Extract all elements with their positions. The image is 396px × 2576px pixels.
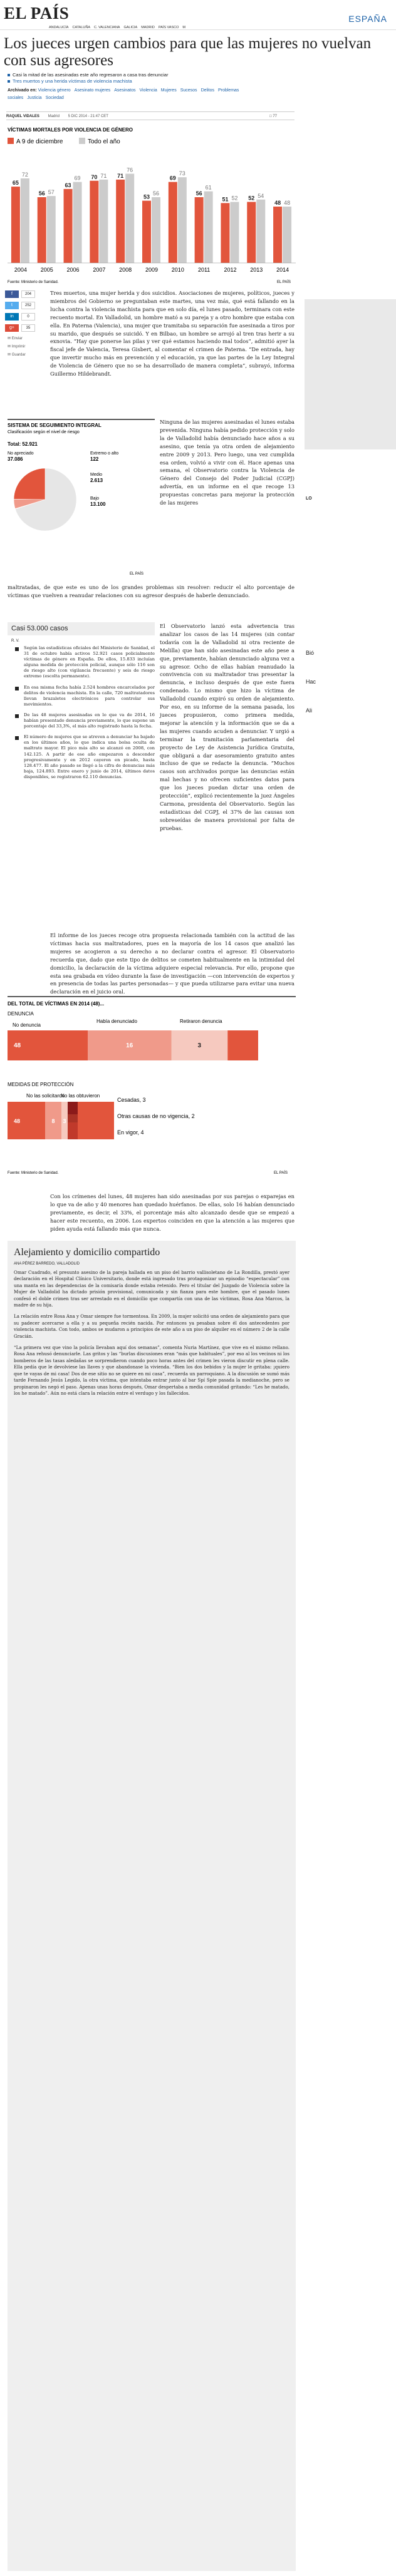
chart-title: VÍCTIMAS MORTALES POR VIOLENCIA DE GÉNERO [8,127,133,133]
bajo-value: 13.100 [90,501,106,507]
tag-link[interactable]: Violencia género [38,88,71,93]
region-link[interactable]: ANDALUCÍA [49,26,69,29]
paragraph-2b: maltratadas, de que este es uno de los grandes problemas sin resolver: reducir el alto porcentaje de víctimas que vuelven a reanudar relaciones con su agresor después de haberle denunciado. [8,584,294,598]
paragraph-5: Con los crímenes del lunes, 48 mujeres han sido asesinadas por sus parejas o exparejas en lo que va de año y 40 menores han quedado huérfanos. De ellas, solo 16 habían denunciado previamente, es decir, el 33%, el porcentaje más alto alcanzado desde que se empezó a hacer este recuento, en 2006. Los expertos coinciden en que la atención a las mujeres que piden ayuda está fallando más que nunca. [50,1193,294,1232]
bar-a-2009 [142,201,151,263]
tag-link[interactable]: Justicia [27,96,42,100]
en-vigor-label: En vigor, 4 [117,1129,144,1136]
bar-a-2006 [64,189,73,263]
share-column [5,290,43,357]
pie-total: Total: 52.921 [8,441,38,447]
bar-value-label: 70 [91,173,98,180]
bar-value-label: 51 [222,196,229,203]
alejamiento-box [8,1241,296,2571]
right-lo[interactable]: LO [306,496,312,501]
pie-credit: EL PAÍS [130,572,144,576]
tag-link[interactable]: Asesinato mujeres [74,88,111,93]
bar-b-2008 [125,174,134,264]
bar-a-2010 [169,182,177,263]
bar-value-label: 72 [21,172,28,178]
medidas-segment [68,1114,78,1122]
bar-b-2009 [152,197,160,263]
comments-count[interactable]: □ 77 [269,115,277,118]
tag-link[interactable]: Sociedad [45,96,64,100]
chart2-credit: EL PAÍS [274,1171,288,1175]
bar-b-2007 [99,180,108,263]
bar-value-label: 71 [117,172,124,179]
share-button[interactable] [5,324,43,332]
share-count: 35 [21,324,35,332]
medio-value: 2.613 [90,478,103,483]
bar-b-2004 [21,178,29,263]
medidas-value: 8 [51,1118,55,1124]
bar-value-label: 69 [74,175,81,182]
comments-number: 77 [273,115,277,118]
share-count: 252 [21,302,35,309]
tag-link[interactable]: Problemas sociales [8,88,239,100]
habia-label: Había denunciado [96,1019,137,1024]
medio-label: Medio [90,473,103,477]
pie-subtitle: Clasificación según el nivel de riesgo [8,430,80,434]
byline-bar [6,111,294,120]
x-tick-label: 2010 [171,267,184,273]
paragraph-2: Ninguna de las mujeres asesinadas el lunes estaba prevenida. Ninguna había pedido protección y solo la de Valladolid había denunciado hace años a su asesino, que tenía ya otra orden de alejamiento entre 2009 y 2013. Pero luego, una vez cumplida esa orden, volvió a vivir con él. Hace apenas una semana, el Observatorio contra la Violencia de Género del Consejo del Poder Judicial (CGPJ) advertía, en un informe en el que recoge 13 propuestas concretas para mejorar la protección de las mujeres [160,419,294,506]
bar-value-label: 48 [284,200,291,206]
share-link-label: Imprimir [11,345,26,349]
x-tick-label: 2013 [250,267,263,273]
share-button[interactable] [5,290,43,299]
tag-link[interactable]: Violencia [139,88,157,93]
site-logo[interactable]: EL PAÍS [4,4,70,23]
bar-b-2011 [204,192,213,263]
retiraron-label: Retiraron denuncia [180,1019,222,1024]
extremo-label: Extremo o alto [90,451,119,456]
pie-title: SISTEMA DE SEGUIMIENTO INTEGRAL [8,423,102,428]
otras-label: Otras causas de no vigencia, 2 [117,1113,195,1119]
extremo-value: 122 [90,456,99,462]
legend-a: A 9 de diciembre [16,138,63,145]
no-obt-label: No las obtuvieron [61,1093,100,1099]
box3-paragraph: Omar Cuadrado, el presunto asesino de la pareja hallada en un piso del barrio vallisoletano de La Rondilla, prestó ayer declaración en el Hospital Clínico Universitario, donde está ingresado tras protagonizar un episodio “espectacular” con una manta en las dependencias de la comisaría donde estaba retenido. Pero el titular del Juzgado de Violencia sobre la Mujer de Valladolid ha dictado prisión provisional, comunicada y sin fianza para este hombre, que el pasado lunes confesó el doble crimen tras ser arrestado en el domicilio que compartía con una de las víctimas, Rosa Ana Marcos, la madre de su hija. [14,1270,289,1308]
bar-a-2008 [116,180,125,263]
bar-a-2007 [90,181,98,263]
bar-value-label: 53 [143,193,150,200]
chart2-title: DEL TOTAL DE VÍCTIMAS EN 2014 (48)... [8,1001,105,1007]
bar-value-label: 57 [48,189,55,196]
share-link-icon: ✉ [8,337,12,341]
tag-link[interactable]: Delitos [201,88,214,93]
bar-value-label: 56 [38,190,45,197]
legend-swatch-b [79,138,85,144]
sidebox-title: Casi 53.000 casos [8,622,155,635]
sidebox-item: Según las estadísticas oficiales del Ministerio de Sanidad, el 31 de octubre había activos 52.921 casos policialmente víctimas de género en España. De ellos, 15.833 incluían alguna medida de protección policial, aunque sólo 116 son de riesgo alto (con vigilancia frecuente) y seis de riesgo extremo (escolta permanente). [11,645,155,680]
cases-sidebox [8,622,155,910]
share-icon: g+ [5,324,19,332]
x-tick-label: 2006 [66,267,80,273]
bar-value-label: 76 [127,167,133,173]
share-icon: in [5,313,19,321]
box3-author: ANA PÉREZ BARREDO, VALLADOLID [14,1262,80,1266]
share-link-label: Enviar [11,337,23,341]
headline-bullet: Casi la mitad de las asesinadas este año regresaron a casa tras denunciar [8,72,358,78]
no-denuncia-label: No denuncia [13,1022,41,1028]
legend-b: Todo el año [88,138,120,145]
bar-b-2010 [178,177,187,263]
share-icon: t [5,302,19,309]
tags-line [8,87,277,102]
medidas-segment [68,1122,78,1139]
pie-slice-bajo [14,468,45,500]
chart-credit: EL PAÍS [277,280,291,284]
share-link[interactable] [8,352,43,357]
share-count: 204 [21,290,35,298]
bar-b-2012 [230,202,239,264]
tag-link[interactable]: Sucesos [180,88,197,93]
bar-a-2014 [273,207,282,263]
denuncia-value: 3 [197,1042,202,1049]
share-link[interactable] [8,336,43,341]
region-link[interactable]: CATALUÑA [72,26,91,29]
share-count: 0 [21,313,35,321]
right-item-2[interactable]: Hac [306,679,316,685]
bar-value-label: 56 [152,190,160,197]
sidebox-item: En esa misma fecha había 2.524 hombres encarcelados por delitos de violencia machista. En la calle, 720 maltratadores llevan brazaletes electrónicos para controlar sus movimientos. [11,685,155,707]
medidas-label: MEDIDAS DE PROTECCIÓN [8,1082,74,1087]
medidas-value: 48 [14,1118,21,1124]
ad-slot[interactable] [305,299,396,449]
bar-b-2014 [283,207,291,263]
bar-value-label: 63 [65,182,71,188]
no-sol-label: No las solicitaron [26,1093,65,1099]
bar-a-2012 [221,203,229,263]
tags-label: Archivado en: [8,88,37,93]
top-header [0,0,396,30]
share-button[interactable] [5,312,43,321]
medidas-segment [68,1102,78,1114]
x-tick-label: 2011 [197,267,211,273]
sidebox-item: De las 48 mujeres asesinadas en lo que va de 2014, 16 habían presentado denuncia previamente, lo que supone un porcentaje del 33,3%, el más alto registrado hasta la fecha. [11,712,155,729]
tag-link[interactable]: Mujeres [160,88,177,93]
paragraph-1: Tres muertos, una mujer herida y dos suicidios. Asociaciones de mujeres, políticos, jueces y miembros del Gobierno se preguntaban este martes, una vez más, qué está fallando en la lucha contra la violencia machista para que en solo día, el lunes pasado, terminara con este recuento mortal. En Valladolid, un hombre mató a su pareja y a otro hombre que estaba con ella. En Paterna (Valencia), una mujer que tramitaba su separación fue asesinada a tiros por su marido, que después se suicidó. Y en Bilbao, un hombre se arrojó al tren tras herir a su exnovia. “Hay que ponerse las pilas y ver qué estamos haciendo mal todos”, admitió ayer la fiscal jefe de Valencia, Teresa Gisbert, al comentar el crimen de Paterna. “De entrada, hay que invertir mucho más en prevención y el educación, ya que las partes de la Ley Integral de Violencia de Género que no se ha desarrollado de manera completa”, subrayó, informa Guillermo Hildebrandt. [50,290,294,377]
tag-link[interactable]: Asesinatos [114,88,136,93]
x-tick-label: 2008 [119,267,132,273]
bar-value-label: 56 [195,190,202,197]
no-aprec-label: No apreciado [8,451,34,456]
bar-a-2013 [247,202,256,264]
box3-paragraph: La relación entre Rosa Ana y Omar siempre fue tormentosa. En 2009, la mujer solicitó una orden de alejamiento para que su padecer acercarse a ella y a su pequeña recién nacida. Por entonces ya pesaban sobre él dos antecedentes por violencia machista. Con todo, ambos se mudaron a principios de este año a un piso de alquiler en el número 2 de la calle Gracián. [14,1313,289,1339]
author-name[interactable]: RAQUEL VIDALES [6,115,39,118]
bar-value-label: 71 [100,172,107,179]
region-link[interactable]: M [182,26,185,29]
region-link[interactable]: PAÍS VASCO [158,26,179,29]
share-button[interactable] [5,301,43,310]
share-link[interactable] [8,344,43,349]
x-tick-label: 2007 [93,267,106,273]
sidebox-author: R. V. [11,639,19,643]
medidas-value: 3 [63,1118,66,1124]
x-tick-label: 2005 [40,267,53,273]
city: Madrid [48,115,60,118]
bar-b-2005 [47,196,56,263]
paragraph-3: El Observatorio lanzó esta advertencia tras analizar los casos de las 14 mujeres (sin contar todavía con la de Valladolid ni otra reciente de Melilla) que han sido asesinadas este año pese a que, previamente, habían denunciado alguna vez a su agresor. Ocho de ellas habían reanudado la convivencia con su maltratador tras presentar la denuncia, e incluso después de que este fuera condenado. Lo mismo que hizo la víctima de Valladolid cuando expiró su orden de alejamiento. Por eso, en su informe de la semana pasada, los jueces propusieron, como primera medida, mejorar la atención y la información que se da a las mujeres cuando acuden a denunciar. Y urgió a terminar la tramitación parlamentaria del proyecto de Ley de Asistencia Jurídica Gratuita, que obligará a dar asesoramiento gratuito antes incluso de que se redacte la denuncia. “Muchos casos son archivados porque las denuncias están mal hechas y no ofrecen suficientes datos para que los jueces puedan dictar una orden de protección”, explicó recientemente la juez Ángeles Carmona, presidenta del Observatorio. Según las estadísticas del CGPJ, el 37% de las causas son sobreseídas de manera provisional por falta de pruebas. [160,623,294,831]
bar-b-2006 [73,182,82,263]
denuncia-chart [8,995,296,1183]
bar-value-label: 54 [258,192,264,199]
bajo-label: Bajo [90,496,100,501]
right-item-1[interactable]: Bió [306,650,315,656]
chart2-source: Fuente: Ministerio de Sanidad. [8,1171,59,1175]
bar-value-label: 48 [274,200,281,206]
share-icon: f [5,290,19,298]
region-link[interactable]: GALICIA [123,26,138,29]
right-item-3[interactable]: Ali [306,707,313,714]
edition-label[interactable]: ESPAÑA [348,14,387,24]
bar-value-label: 65 [12,180,19,187]
risk-pie-chart [8,418,155,581]
denuncia-value: 16 [126,1042,133,1049]
share-link-label: Guardar [11,353,26,357]
bar-value-label: 52 [231,195,238,202]
bar-b-2013 [256,200,265,263]
bar-a-2011 [195,197,204,263]
bar-value-label: 61 [205,184,212,191]
paragraph-4: El informe de los jueces recoge otra propuesta relacionada también con la actitud de las víctimas hacia sus maltratadores, pues en la mayoría de los 14 casos que analizó las mujeres se acogieron a su derecho a no declarar contra el agresor. El Observatorio recuerda que, dado que este tipo de delitos se cometen habitualmente en la intimidad del domicilio, la declaración de la víctima adquiere especial relevancia. Por ello, propone que esta sea grabada en vídeo durante la fase de investigación —con intervención de expertos y en presencia de todas las partes personadas— y que pueda utilizarse para evitar una nueva declaración en el juicio oral. [50,932,294,995]
victims-bar-chart [8,124,296,287]
regions-nav [49,26,189,29]
share-link-icon: ✉ [8,345,12,349]
date: 5 DIC 2014 - 21:47 CET [68,115,108,118]
denuncia-value: 48 [14,1042,21,1049]
x-tick-label: 2004 [14,267,27,273]
bar-a-2004 [11,187,20,263]
bar-value-label: 73 [179,170,185,177]
bar-value-label: 69 [169,175,176,182]
denuncia-label: DENUNCIA [8,1011,34,1017]
share-link-icon: ✉ [8,353,12,357]
chart-source: Fuente: Ministerio de Sanidad. [8,280,59,284]
x-tick-label: 2014 [276,267,289,273]
region-link[interactable]: C. VALENCIANA [94,26,120,29]
bar-a-2005 [38,197,46,263]
x-tick-label: 2012 [224,267,237,273]
headline-bullet[interactable]: Tres muertos y una herida víctimas de violencia machista [8,78,358,85]
right-sidebar [300,30,396,2576]
article-headline: Los jueces urgen cambios para que las mujeres no vuelvan con sus agresores [4,35,372,69]
bar-value-label: 52 [248,195,255,202]
legend-swatch-a [8,138,14,144]
no-aprec-value: 37.086 [8,456,23,462]
box3-title: Alejamiento y domicilio compartido [14,1247,160,1258]
region-link[interactable]: MADRID [141,26,155,29]
box3-paragraph: “La primera vez que vino la policía llevaban aquí dos semanas”, comenta Nuria Martínez, que vive en el mismo rellano. Rosa Ana rehusó denunciarle. Las gritos y las “burlas discusiones eran “más que habituales”, por eso al los vecinos ni los bomberos de las tasas aledañas se sorprendieron cuando poco horas antes del crimen les vieron discutir en plena calle. Ella pedía que le devolviese las llaves y que abandonase la vivienda. “Bien los dos bebidos y la mujer le gritaba: ¡quiero que te vayas de mi casa! Dos de ese sitio no se quiere en mi casa”, recuerda un parroquiano. A la discusión se sumó más tarde Fernando Jesús Legido, la otra víctima, que intentaba entrar junto al bar Spí Spie pasada la medianoche, pero se propinaron les negó el paso. Apenas unas horas después, Omar despertaba a media comunidad gritando: “Les he matado, los he matado”. Aún no está clara la relación entre el verdugo y los fallecidos. [14,1345,289,1396]
cesadas-label: Cesadas, 3 [117,1097,146,1103]
sidebox-item: El número de mujeres que se atreven a denunciar ha bajado en los últimos años, lo que indica una bolsa oculta de maltrato mayor. El pico más alto se alcanzó en 2008, con 142.125. A partir de ese año empezaron a descender progresivamente y en 2012 cayeron en picado, hasta 128.477. El año pasado se llegó a la cifra de denuncias más baja, 124.893. Entre enero y junio de 2014, últimos datos disponibles, se registraron 62.110 denuncias. [11,734,155,780]
x-tick-label: 2009 [145,267,159,273]
